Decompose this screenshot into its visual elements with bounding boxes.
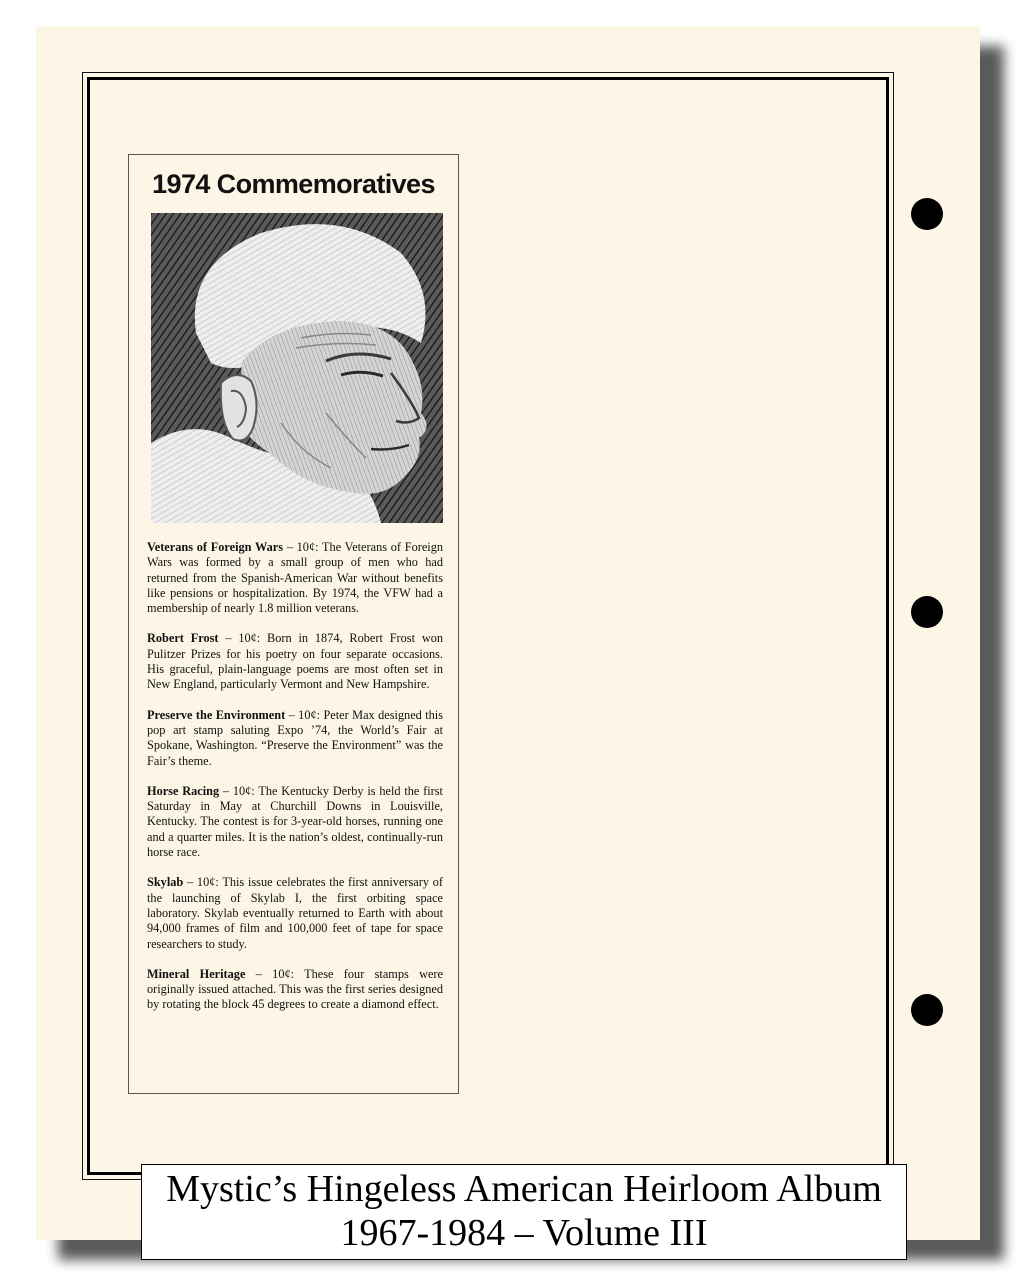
entry-veterans-of-foreign-wars xyxy=(147,540,443,616)
entry-value: – 10¢: xyxy=(218,631,261,646)
album-page xyxy=(36,26,980,1240)
description-panel xyxy=(128,154,459,1094)
entry-name: Mineral Heritage xyxy=(147,966,246,981)
entry-skylab xyxy=(147,875,443,951)
robert-frost-portrait-icon xyxy=(151,213,443,523)
entry-text: Peter Max designed this pop art stamp saluting Expo ’74, the World’s Fair at Spokane, Washington. “Preserve the Environment” was the Fair’s theme. xyxy=(147,707,443,768)
binder-hole-icon xyxy=(911,198,943,230)
caption-subtitle: 1967-1984 – Volume III xyxy=(340,1212,708,1254)
entry-preserve-the-environment xyxy=(147,708,443,769)
album-caption xyxy=(141,1164,907,1260)
entry-name: Horse Racing xyxy=(147,783,220,798)
entry-value: – 10¢: xyxy=(219,783,255,798)
entry-name: Preserve the Environment xyxy=(147,707,286,722)
entry-horse-racing xyxy=(147,784,443,860)
entry-text: These four stamps were originally issued attached. This was the first series designed by rotating the block 45 degrees to create a diamond effect. xyxy=(147,966,443,1012)
entry-value: – 10¢: xyxy=(283,540,319,554)
entry-text: The Veterans of Foreign Wars was formed by a small group of men who had returned from the Spanish-American War without benefits like pensions or hospitalization. By 1974, the VFW had a membership of nearly 1.8 million veterans. xyxy=(147,540,443,616)
page-title: 1974 Commemoratives xyxy=(152,169,435,199)
entry-text: Born in 1874, Robert Frost won Pulitzer Prizes for his poetry on four separate occasions. His graceful, plain-language poems are most often set in New England, particularly Vermont and New Hampshire. xyxy=(147,631,443,692)
entry-robert-frost xyxy=(147,631,443,692)
entry-name: Skylab xyxy=(147,875,184,890)
entry-value: – 10¢: xyxy=(245,966,295,981)
caption-title: Mystic’s Hingeless American Heirloom Album xyxy=(166,1168,882,1210)
entry-value: – 10¢: xyxy=(183,875,219,890)
binder-hole-icon xyxy=(911,994,943,1026)
entry-mineral-heritage xyxy=(147,967,443,1013)
entry-name: Veterans of Foreign Wars xyxy=(147,540,284,554)
binder-hole-icon xyxy=(911,596,943,628)
entry-text: The Kentucky Derby is held the first Saturday in May at Churchill Downs in Louisville, Kentucky. The contest is for 3-year-old horses, running one and a quarter miles. It is the nation’s oldest, continually-run horse race. xyxy=(147,783,443,860)
entry-value: – 10¢: xyxy=(285,707,321,722)
entry-name: Robert Frost xyxy=(147,631,219,646)
entry-text: This issue celebrates the first anniversary of the launching of Skylab I, the first orbiting space laboratory. Skylab eventually returned to Earth with about 94,000 frames of film and 100,000 feet of tape for space researchers to study. xyxy=(147,875,443,951)
stamp-descriptions xyxy=(147,540,443,1028)
